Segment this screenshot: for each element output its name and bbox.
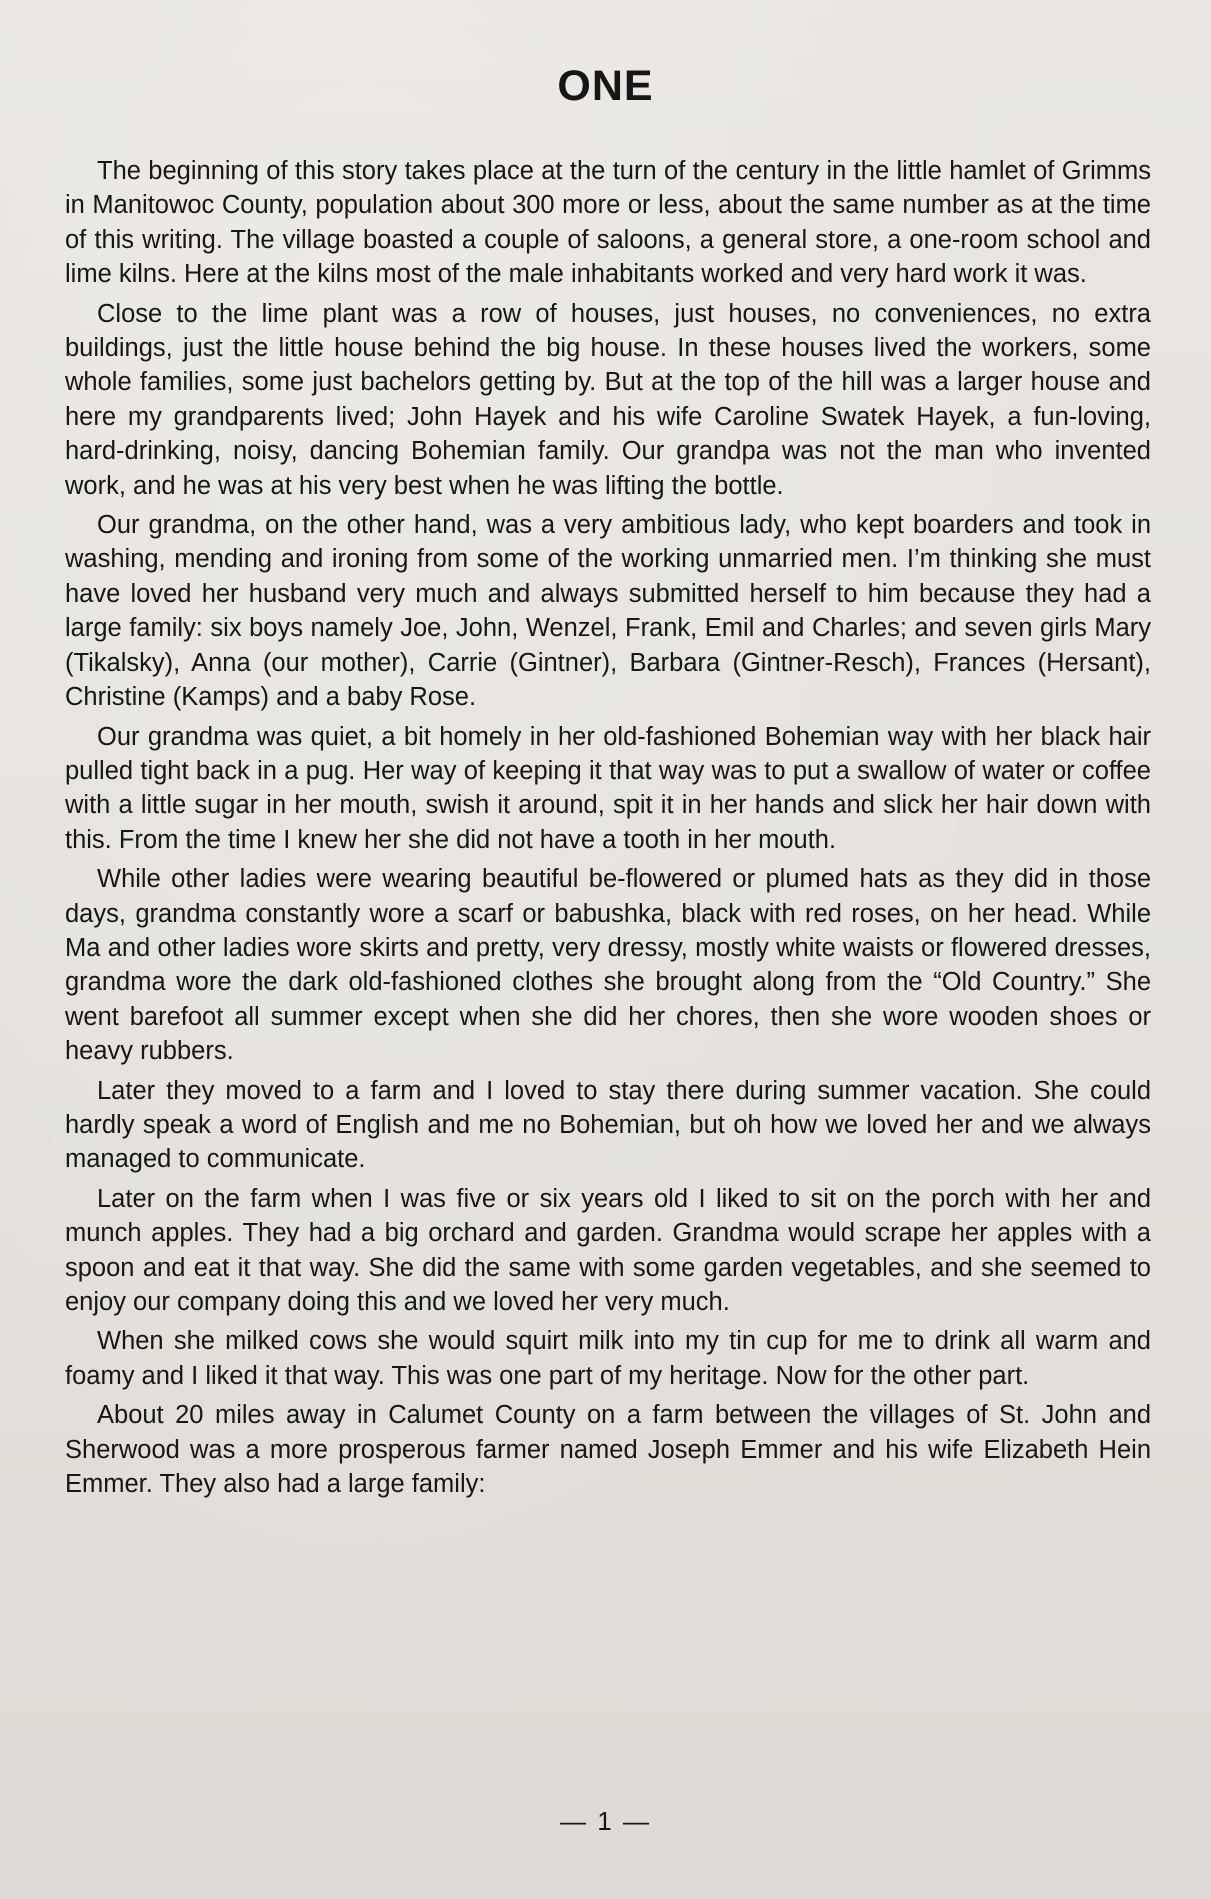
paragraph: When she milked cows she would squirt milk into my tin cup for me to drink all warm and foamy and I liked it that way. This was one part of my heritage. Now for the other part. — [65, 1327, 1151, 1390]
paragraph: Close to the lime plant was a row of houses, just houses, no conveniences, no extra buildings, just the little house behind the big house. In these houses lived the workers, some whole families, some just bachelors getting by. But at the top of the hill was a larger house and here my grandparents lived; John Hayek and his wife Caroline Swatek Hayek, a fun-loving, hard-drinking, noisy, dancing Bohemian family. Our grandpa was not the man who invented work, and he was at his very best when he was lifting the bottle. — [65, 299, 1151, 500]
paragraph: Later they moved to a farm and I loved to stay there during summer vacation. She could hardly speak a word of English and me no Bohemian, but oh how we loved her and we always managed to communicate. — [65, 1076, 1151, 1174]
paragraph: Our grandma, on the other hand, was a very ambitious lady, who kept boarders and took in washing, mending and ironing from some of the working unmarried men. I’m thinking she must have loved her husband very much and always submitted herself to him because they had a large family: six boys namely Joe, John, Wenzel, Frank, Emil and Charles; and seven girls Mary (Tikalsky), Anna (our mother), Carrie (Gintner), Barbara (Gintner-Resch), Frances (Hersant), Christine (Kamps) and a baby Rose. — [65, 511, 1151, 712]
page-number: — 1 — — [560, 1806, 651, 1836]
paragraph: Later on the farm when I was five or six years old I liked to sit on the porch with her and munch apples. They had a big orchard and garden. Grandma would scrape her apples with a spoon and eat it that way. She did the same with some garden vegetables, and she seemed to enjoy our company doing this and we loved her very much. — [65, 1184, 1151, 1316]
paragraph: The beginning of this story takes place at the turn of the century in the little hamlet of Grimms in Manitowoc County, population about 300 more or less, about the same number as at the time of this writing. The village boasted a couple of saloons, a general store, a one-room school and lime kilns. Here at the kilns most of the male inhabitants worked and very hard work it was. — [65, 157, 1151, 289]
paragraph: Our grandma was quiet, a bit homely in her old-fashioned Bohemian way with her black hair pulled tight back in a pug. Her way of keeping it that way was to put a swallow of water or coffee with a little sugar in her mouth, swish it around, spit it in her hands and slick her hair down with this. From the time I knew her she did not have a tooth in her mouth. — [65, 722, 1151, 854]
paragraph: While other ladies were wearing beautiful be-flowered or plumed hats as they did in those days, grandma constantly wore a scarf or babushka, black with red roses, on her head. While Ma and other ladies wore skirts and pretty, very dressy, mostly white waists or flowered dresses, grandma wore the dark old-fashioned clothes she brought along from the “Old Country.” She went barefoot all summer except when she did her chores, then she wore wooden shoes or heavy rubbers. — [65, 865, 1151, 1066]
paragraph: About 20 miles away in Calumet County on a farm between the villages of St. John and Sherwood was a more prosperous farmer named Joseph Emmer and his wife Elizabeth Hein Emmer. They also had a large family: — [65, 1401, 1151, 1499]
body-text — [65, 154, 1151, 1506]
chapter-title: ONE — [557, 62, 654, 110]
